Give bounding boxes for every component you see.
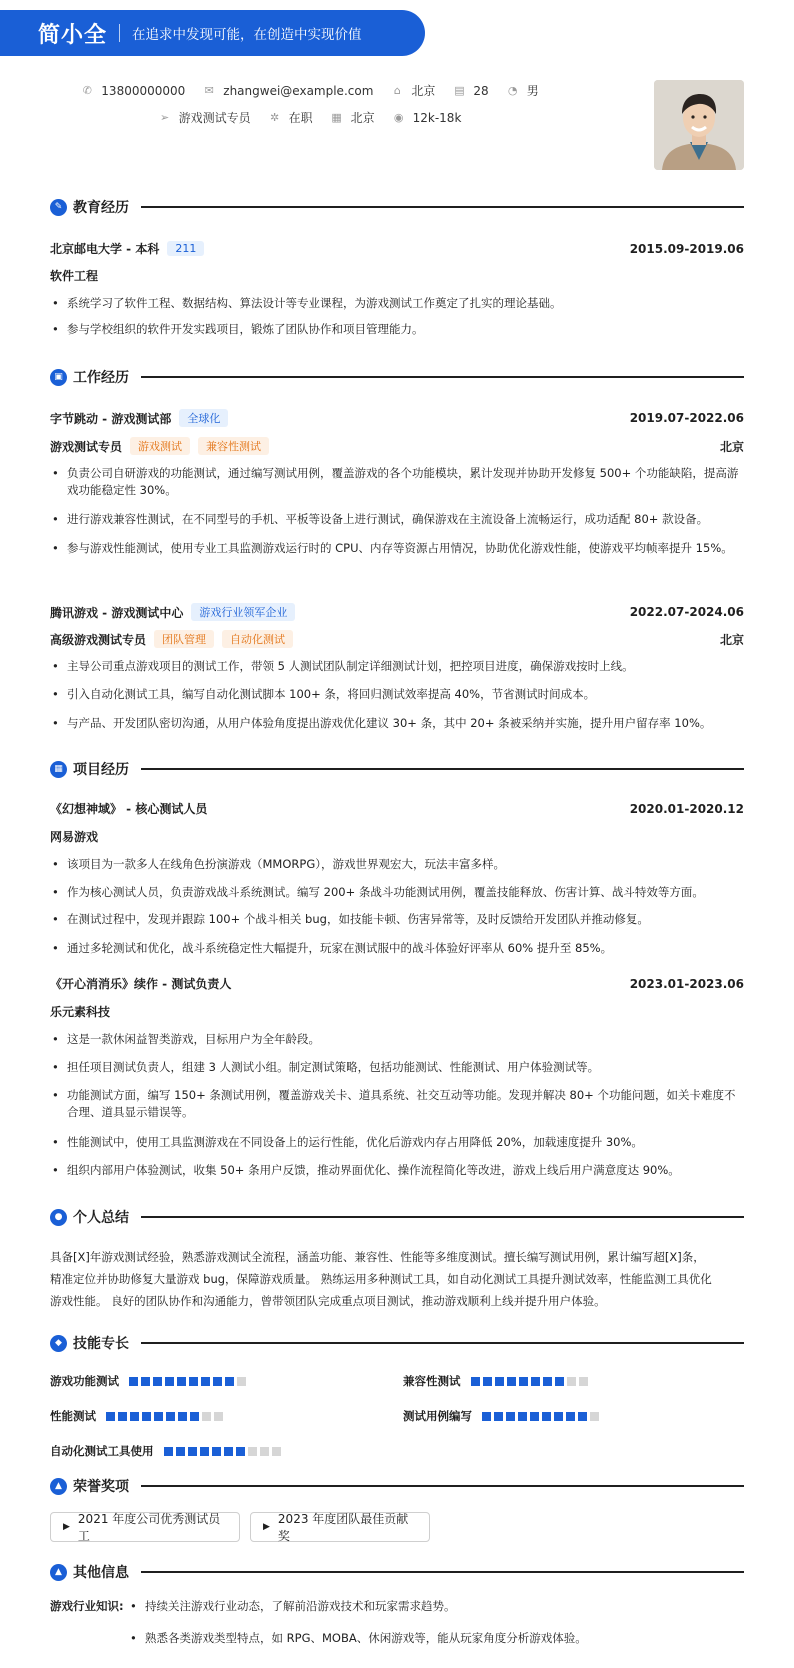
project-company-row [50,1003,744,1020]
skill-item [50,1373,249,1389]
skill-level [471,1377,591,1386]
section-title: 其他信息 [73,1565,129,1581]
skill-dot-filled [213,1377,222,1386]
skill-dot-filled [471,1377,480,1386]
skill-dot-filled [201,1377,210,1386]
project-company: 网易游戏 [50,830,99,844]
skill-dot-empty [272,1447,281,1456]
honor-text: 2023 年度团队最佳贡献奖 [277,1512,409,1543]
section-divider [141,1485,744,1487]
skill-dot-filled [483,1377,492,1386]
skill-dot-filled [518,1412,527,1421]
skill-dot-filled [507,1377,516,1386]
work-header [50,603,744,621]
section-divider [141,1342,744,1344]
contact-row-1 [0,82,620,99]
honor-text: 2021 年度公司优秀测试员工 [77,1512,221,1543]
skill-dot-filled [543,1377,552,1386]
work-company-tag: 全球化 [179,409,228,427]
home-icon: ⌂ [393,84,401,97]
contact-work-city: ▦ 北京 [331,111,375,125]
project-company: 乐元素科技 [50,1005,111,1019]
candidate-slogan: 在追求中发现可能，在创造中实现价值 [132,27,362,43]
skill-dot-filled [178,1412,187,1421]
skill-dot-empty [260,1447,269,1456]
skill-dot-empty [237,1377,246,1386]
section-divider [141,1571,744,1573]
phone-icon: ✆ [82,84,92,97]
work-company-tag: 游戏行业领军企业 [191,603,295,621]
contact-city: ⌂ 北京 [391,82,435,99]
skill-dot-empty [202,1412,211,1421]
work-bullet: • 参与游戏性能测试，使用专业工具监测游戏运行时的 CPU、内存等资源占用情况，协助优化游戏性能，使游戏平均帧率提升 15%。 [50,540,744,557]
work-company: 腾讯游戏 - 游戏测试中心 [50,605,184,620]
contact-salary: ◉ 12k-18k [393,110,462,125]
skill-dot-filled [141,1377,150,1386]
project-bullet: • 功能测试方面，编写 150+ 条测试用例，覆盖游戏关卡、道具系统、社交互动等功能。发现并解决 80+ 个功能问题，如关卡难度不合理、道具显示错误等。 [50,1087,744,1121]
education-major-row [50,267,744,284]
section-honors [50,1475,744,1497]
work-title-row [50,630,744,648]
section-title: 技能专长 [73,1336,129,1352]
gear-icon: ✲ [269,111,280,124]
section-education [50,196,744,218]
section-divider [141,1216,744,1218]
honor-item [50,1512,240,1542]
skill-item [403,1373,591,1389]
skill-name: 测试用例编写 [403,1409,472,1423]
gender-icon: ◔ [507,84,518,97]
summary-line: 精准定位并协助修复大量游戏 bug，保障游戏质量。 熟练运用多种测试工具，如自动化测试工具提升测试效率，性能监测工具优化 [50,1272,712,1286]
skill-dot-filled [130,1412,139,1421]
skills-icon: ◆ [50,1335,67,1352]
skill-dot-empty [567,1377,576,1386]
graduation-icon: ✎ [50,199,67,216]
project-date: 2023.01-2023.06 [629,976,744,991]
skill-dot-filled [494,1412,503,1421]
project-bullet: • 在测试过程中，发现并跟踪 100+ 个战斗相关 bug，如技能卡顿、伤害异常等，及时反馈给开发团队并推动修复。 [50,911,744,928]
skill-dot-filled [106,1412,115,1421]
project-name: 《开心消消乐》续作 - 测试负责人 [50,977,232,991]
work-bullet: • 主导公司重点游戏项目的测试工作，带领 5 人测试团队制定详细测试计划，把控项目进度，确保游戏按时上线。 [50,658,744,675]
project-bullet: • 担任项目测试负责人，组建 3 人测试小组。制定测试策略，包括功能测试、性能测试、用户体验测试等。 [50,1059,744,1076]
skill-dot-filled [200,1447,209,1456]
contact-position: ➢ 游戏测试专员 [159,111,251,125]
skill-level [164,1447,284,1456]
skill-dot-filled [482,1412,491,1421]
project-bullet: • 组织内部用户体验测试，收集 50+ 条用户反馈，推动界面优化、操作流程简化等改进，游戏上线后用户满意度达 90%。 [50,1162,744,1179]
project-bullet: • 该项目为一款多人在线角色扮演游戏（MMORPG），游戏世界观宏大，玩法丰富多样。 [50,856,744,873]
education-tag: 211 [167,241,204,256]
project-bullet: • 通过多轮测试和优化，战斗系统稳定性大幅提升，玩家在测试服中的战斗体验好评率从 60% 提升至 85%。 [50,940,744,957]
skill-dot-filled [236,1447,245,1456]
skill-dot-filled [190,1412,199,1421]
avatar [654,80,744,170]
contact-email: ✉ zhangwei@example.com [204,83,374,98]
section-title: 项目经历 [73,762,129,778]
work-header [50,409,744,427]
section-summary [50,1206,744,1228]
skill-name: 兼容性测试 [403,1374,461,1388]
skill-dot-filled [189,1377,198,1386]
work-date: 2022.07-2024.06 [629,605,744,619]
work-city: 北京 [719,439,744,454]
contact-age: ▤ 28 [454,83,489,98]
skill-dot-filled [225,1377,234,1386]
skill-dot-filled [554,1412,563,1421]
other-label: 游戏行业知识: [50,1599,124,1613]
skill-level [129,1377,249,1386]
skill-dot-filled [165,1377,174,1386]
skill-name: 性能测试 [50,1409,96,1423]
education-date: 2015.09-2019.06 [629,241,744,256]
skill-dot-filled [118,1412,127,1421]
section-title: 个人总结 [73,1210,129,1226]
skill-dot-filled [506,1412,515,1421]
triangle-right-icon: ▶ [263,1522,270,1532]
skill-item [50,1443,284,1459]
skill-item [50,1408,226,1424]
contact-status: ✲ 在职 [269,111,313,125]
work-title: 游戏测试专员 [50,439,123,454]
skill-dot-filled [566,1412,575,1421]
work-city: 北京 [719,632,744,647]
info-icon: ▲ [50,1564,67,1581]
honor-item [250,1512,430,1542]
work-bullet: • 与产品、开发团队密切沟通，从用户体验角度提出游戏优化建议 30+ 条，其中 20+ 条被采纳并实施，提升用户留存率 10%。 [50,715,744,732]
trophy-icon: ▲ [50,1478,67,1495]
section-title: 荣誉奖项 [73,1479,129,1495]
work-skill-tag: 游戏测试 [130,437,190,455]
skill-dot-filled [530,1412,539,1421]
skill-name: 自动化测试工具使用 [50,1444,154,1458]
skill-dot-filled [224,1447,233,1456]
education-bullet: • 系统学习了软件工程、数据结构、算法设计等专业课程，为游戏测试工作奠定了扎实的理论基础。 [50,295,744,312]
skill-item [403,1408,602,1424]
other-bullet: • 持续关注游戏行业动态，了解前沿游戏技术和玩家需求趋势。 [128,1598,728,1615]
project-bullet: • 作为核心测试人员，负责游戏战斗系统测试。编写 200+ 条战斗功能测试用例，覆盖技能释放、伤害计算、战斗特效等方面。 [50,884,744,901]
user-icon: ● [50,1209,67,1226]
skill-dot-filled [519,1377,528,1386]
section-divider [141,768,744,770]
education-bullet: • 参与学校组织的软件开发实践项目，锻炼了团队协作和项目管理能力。 [50,321,744,338]
project-date: 2020.01-2020.12 [629,801,744,816]
summary-text [50,1246,744,1312]
avatar-illustration [654,80,744,170]
work-title: 高级游戏测试专员 [50,632,147,647]
skill-dot-filled [129,1377,138,1386]
skill-dot-filled [176,1447,185,1456]
skill-name: 游戏功能测试 [50,1374,119,1388]
skill-level [482,1412,602,1421]
skill-dot-filled [542,1412,551,1421]
work-skill-tag: 自动化测试 [222,630,293,648]
work-company: 字节跳动 - 游戏测试部 [50,411,172,426]
project-company-row [50,828,744,845]
work-skill-tag: 团队管理 [154,630,214,648]
skill-dot-empty [248,1447,257,1456]
work-title-row [50,437,744,455]
project-header [50,800,744,817]
calendar-icon: ▤ [454,84,465,97]
skill-dot-filled [495,1377,504,1386]
section-divider [141,376,744,378]
skill-dot-empty [214,1412,223,1421]
skill-dot-filled [578,1412,587,1421]
summary-line: 游戏性能。 良好的团队协作和沟通能力，曾带领团队完成重点项目测试，推动游戏顺利上线并提升用户体验。 [50,1294,606,1308]
education-header [50,240,744,257]
project-icon: ▦ [50,761,67,778]
building-icon: ▦ [331,111,342,124]
project-name: 《幻想神域》 - 核心测试人员 [50,802,208,816]
project-bullet: • 这是一款休闲益智类游戏，目标用户为全年龄段。 [50,1031,744,1048]
skill-dot-empty [579,1377,588,1386]
skill-dot-filled [142,1412,151,1421]
education-major: 软件工程 [50,269,99,283]
work-bullet: • 进行游戏兼容性测试，在不同型号的手机、平板等设备上进行测试，确保游戏在主流设备上流畅运行，成功适配 80+ 款设备。 [50,511,744,528]
skill-dot-filled [166,1412,175,1421]
send-icon: ➢ [159,111,170,124]
section-other [50,1561,744,1583]
project-bullet: • 性能测试中，使用工具监测游戏在不同设备上的运行性能，优化后游戏内存占用降低 20%，加载速度提升 30%。 [50,1134,744,1151]
triangle-right-icon: ▶ [63,1522,70,1532]
work-date: 2019.07-2022.06 [629,411,744,425]
contact-gender: ◔ 男 [507,84,539,98]
work-skill-tag: 兼容性测试 [198,437,269,455]
other-bullet: • 熟悉各类游戏类型特点，如 RPG、MOBA、休闲游戏等，能从玩家角度分析游戏体验。 [128,1630,728,1647]
header-divider [119,24,120,42]
skill-dot-filled [212,1447,221,1456]
skill-level [106,1412,226,1421]
contact-phone: ✆ 13800000000 [82,83,186,98]
skill-dot-filled [531,1377,540,1386]
candidate-name: 简小全 [38,22,108,48]
skill-dot-filled [164,1447,173,1456]
skill-dot-filled [188,1447,197,1456]
mail-icon: ✉ [204,84,214,97]
skill-dot-filled [177,1377,186,1386]
briefcase-icon: ▣ [50,369,67,386]
header-banner [0,10,425,56]
skill-dot-filled [555,1377,564,1386]
skill-dot-empty [590,1412,599,1421]
skill-dot-filled [154,1412,163,1421]
section-divider [141,206,744,208]
section-work [50,366,744,388]
section-title: 工作经历 [73,370,129,386]
contact-row-2 [0,109,620,126]
coin-icon: ◉ [393,111,404,124]
skill-dot-filled [153,1377,162,1386]
section-title: 教育经历 [73,200,129,216]
section-skills [50,1332,744,1354]
project-header [50,975,744,992]
summary-line: 具备[X]年游戏测试经验，熟悉游戏测试全流程，涵盖功能、兼容性、性能等多维度测试。擅长编写测试用例，累计编写超[X]条， [50,1250,705,1264]
work-bullet: • 引入自动化测试工具，编写自动化测试脚本 100+ 条，将回归测试效率提高 40%，节省测试时间成本。 [50,686,744,703]
section-project [50,758,744,780]
education-school: 北京邮电大学 - 本科 [50,242,160,256]
work-bullet: • 负责公司自研游戏的功能测试，通过编写测试用例，覆盖游戏的各个功能模块，累计发现并协助开发修复 500+ 个功能缺陷，提高游戏功能稳定性 30%。 [50,465,744,499]
